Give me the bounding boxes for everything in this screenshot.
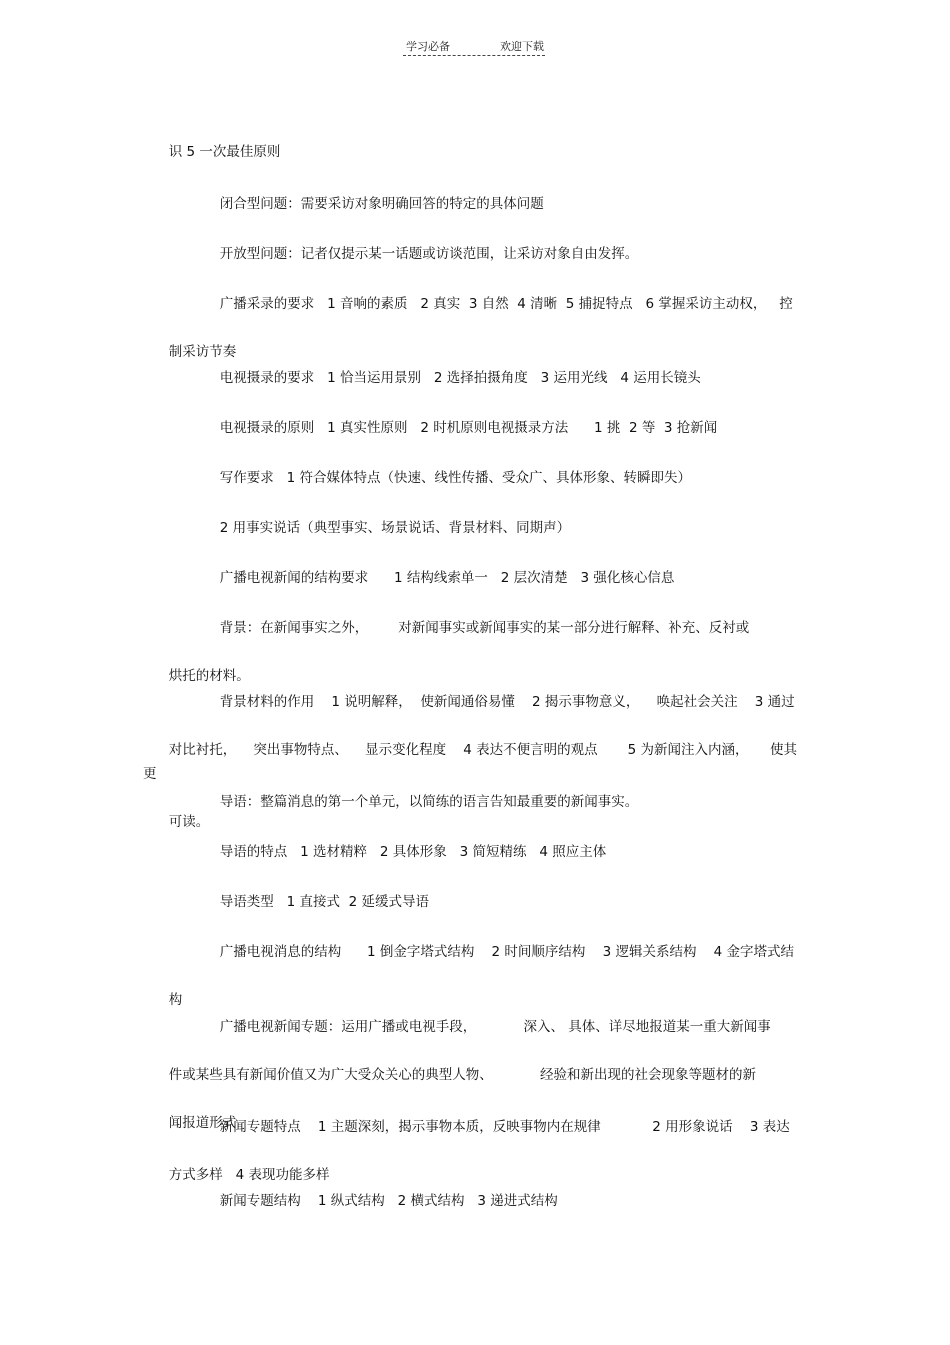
paragraph-line: 闭合型问题：需要采访对象明确回答的特定的具体问题 [219,196,544,212]
header-left-text: 学习必备 [406,40,450,53]
paragraph-line: 新闻专题特点 1 主题深刻，揭示事物本质，反映事物内在规律 2 用形象说话 3 表达 [219,1119,790,1135]
paragraph-line: 电视摄录的要求 1 恰当运用景别 2 选择拍摄角度 3 运用光线 4 运用长镜头 [219,370,701,386]
paragraph-line: 电视摄录的原则 1 真实性原则 2 时机原则电视摄录方法 1 挑 2 等 3 抢新闻 [219,420,718,436]
paragraph-line: 开放型问题：记者仅提示某一话题或访谈范围，让采访对象自由发挥。 [219,246,639,262]
paragraph-line: 新闻专题结构 1 纵式结构 2 横式结构 3 递进式结构 [219,1193,558,1209]
paragraph-line: 制采访节奏 [168,344,237,360]
paragraph-line: 方式多样 4 表现功能多样 [168,1167,330,1183]
paragraph [143,1165,806,1237]
paragraph-line: 背景材料的作用 1 说明解释， 使新闻通俗易懂 2 揭示事物意义， 唤起社会关注 3 通过 [219,694,795,710]
paragraph-line: 导语类型 1 直接式 2 延缓式导语 [219,894,429,910]
paragraph-line: 对比衬托， 突出事物特点、 显示变化程度 4 表达不便言明的观点 5 为新闻注入内涵， 使其更 [143,742,797,782]
paragraph-line: 件或某些具有新闻价值又为广大受众关心的典型人物、 经验和新出现的社会现象等题材的新 [168,1067,756,1083]
paragraph-line: 背景：在新闻事实之外， 对新闻事实或新闻事实的某一部分进行解释、补充、反衬或 [219,620,750,636]
paragraph-line: 导语：整篇消息的第一个单元，以简练的语言告知最重要的新闻事实。 [219,794,639,810]
paragraph-line: 2 用事实说话（典型事实、场景说话、背景材料、同期声） [219,520,571,536]
paragraph-line: 写作要求 1 符合媒体特点（快速、线性传播、受众广、具体形象、转瞬即失） [219,470,692,486]
paragraph-line: 导语的特点 1 选材精粹 2 具体形象 3 简短精练 4 照应主体 [219,844,607,860]
paragraph-line: 闻报道形式 [168,1115,237,1131]
header-divider [403,55,545,56]
paragraph-line: 广播电视消息的结构 1 倒金字塔式结构 2 时间顺序结构 3 逻辑关系结构 4 金字塔式结 [219,944,795,960]
page-header [0,39,950,55]
paragraph-line: 可读。 [168,814,210,830]
paragraph-line: 广播电视新闻的结构要求 1 结构线索单一 2 层次清楚 3 强化核心信息 [219,570,675,586]
paragraph-line: 烘托的材料。 [168,668,250,684]
paragraph-line: 构 [168,992,183,1008]
header-right-text: 欢迎下载 [500,40,544,53]
paragraph-line: 识 5 一次最佳原则 [168,144,281,160]
paragraph-line: 广播采录的要求 1 音响的素质 2 真实 3 自然 4 清晰 5 捕捉特点 6 掌握采访主动权， 控 [219,296,793,312]
paragraph-line: 广播电视新闻专题：运用广播或电视手段， 深入、 具体、详尽地报道某一重大新闻事 [219,1019,771,1035]
